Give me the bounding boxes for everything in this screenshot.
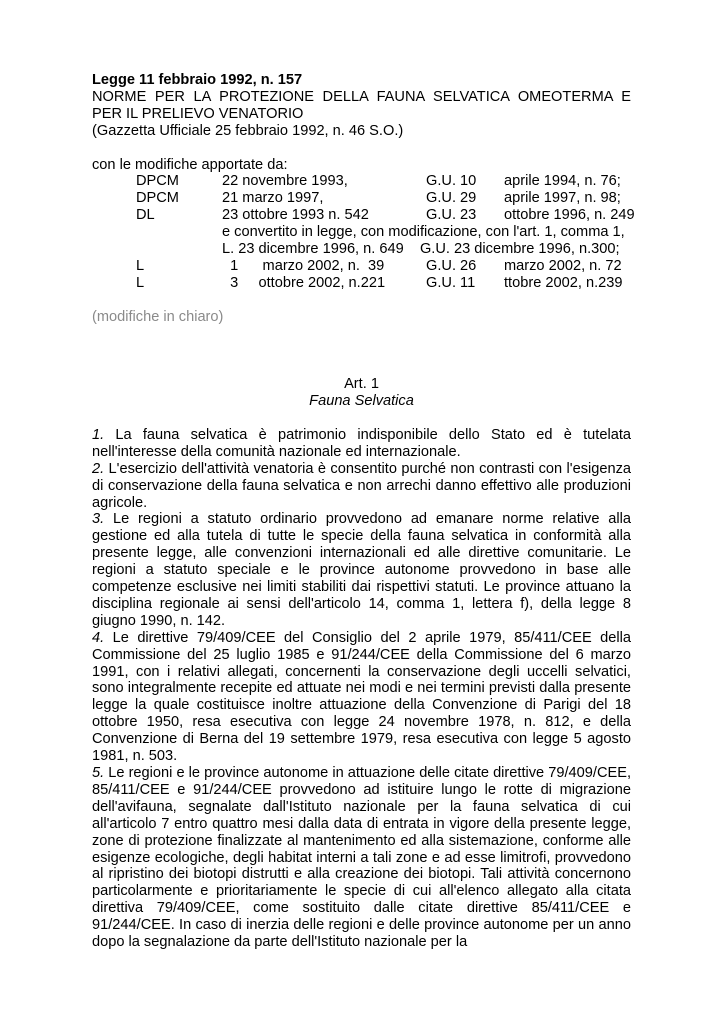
paragraph-text: Le direttive 79/409/CEE del Consiglio del 2 aprile 1979, 85/411/CEE della Commissione del 25 luglio 1985 e 91/244/CEE della Commissione del 6 marzo 1991, con i relativi allegati, concernenti la conservazione degli uccelli selvatici, sono integralmente recepite ed attuate nei modi e nei termini previsti dalla presente legge la quale costituisce inoltre attuazione della Convenzione di Parigi del 18 ottobre 1950, resa esecutiva con legge 24 novembre 1978, n. 812, e della Convenzione di Berna del 19 settembre 1979, resa esecutiva con legge 5 agosto 1981, n. 503. [92,629,631,765]
modification-row [92,173,631,190]
modification-gu: G.U. 10 [426,173,477,190]
article-paragraph [92,427,631,461]
modification-row [92,275,631,292]
paragraph-number: 3. [92,511,105,528]
modification-date: 22 novembre 1993, [222,173,348,190]
conversion-note [92,224,631,241]
modification-type: DPCM [136,190,179,207]
modification-gu-date: aprile 1997, n. 98; [504,190,621,207]
modifications-intro: con le modifiche apportate da: [92,156,288,173]
modifications-table-cont [92,275,631,292]
modification-type: L [136,274,145,291]
gazette-reference: (Gazzetta Ufficiale 25 febbraio 1992, n. 46 S.O.) [92,122,404,139]
conversion-line-2: L. 23 dicembre 1996, n. 649 G.U. 23 dicembre 1996, n.300; [222,241,620,258]
paragraph-text: L'esercizio dell'attività venatoria è consentito purché non contrasti con l'esigenza di conservazione della fauna selvatica e non arrechi danno effettivo alle produzioni agricole. [92,460,631,511]
paragraph-text: Le regioni a statuto ordinario provvedono ad emanare norme relative alla gestione ed alla tutela di tutte le specie della fauna selvatica in conformità alla presente legge, alle convenzioni internazionali ed alle direttive comunitarie. Le regioni a statuto speciale e le province autonome provvedono in base alle competenze esclusive nei limiti stabiliti dai rispettivi statuti. Le province attuano la disciplina regionale ai sensi dell'articolo 14, comma 1, lettera f), della legge 8 giugno 1990, n. 142. [92,511,631,629]
article-paragraph [92,511,631,629]
paragraph-text: Le regioni e le province autonome in attuazione delle citate direttive 79/409/CEE, 85/411/CEE e 91/244/CEE provvedono ad istituire lungo le rotte di migrazione dell'avifauna, segnalate dall'Istituto nazionale per la fauna selvatica di cui all'articolo 7 entro quattro mesi dalla data di entrata in vigore della presente legge, zone di protezione finalizzate al mantenimento ed alla sistemazione, conforme alle esigenze ecologiche, degli habitat interni a tali zone e ad esse limitrofi, provvedono al ripristino dei biotopi distrutti e alla creazione dei biotopi. Tali attività concernono particolarmente e prioritariamente le specie di cui all'elenco allegato alla citata direttiva 79/409/CEE, come sostituito dalle citate direttive 85/411/CEE e 91/244/CEE. In caso di inerzia delle regioni e delle province autonome per un anno dopo la segnalazione da parte dell'Istituto nazionale per la [92,765,631,951]
spacer [92,140,631,157]
paragraph-text: La fauna selvatica è patrimonio indisponibile dello Stato ed è tutelata nell'interesse della comunità nazionale ed internazionale. [92,426,631,460]
modification-date: 3 ottobre 2002, n.221 [222,274,386,291]
spacer [92,410,631,427]
modification-gu-date: marzo 2002, n. 72 [504,257,622,274]
paragraph-number: 5. [92,765,105,781]
spacer [92,326,631,343]
modification-gu: G.U. 23 [426,207,477,224]
article-paragraph [92,630,631,765]
paragraph-number: 2. [92,460,105,477]
law-subject-line-1: NORME PER LA PROTEZIONE DELLA FAUNA SELVATICA OMEOTERMA E [92,88,631,105]
law-title: Legge 11 febbraio 1992, n. 157 [92,72,303,88]
modifications-table [92,173,635,274]
modification-date: 1 marzo 2002, n. 39 [222,257,385,274]
paragraph-number: 1. [92,426,105,443]
modifications-note: (modifiche in chiaro) [92,308,224,325]
article-subtitle: Fauna Selvatica [309,393,414,410]
modification-gu: G.U. 26 [426,257,477,274]
paragraph-number: 4. [92,629,105,646]
modification-gu-date: ttobre 2002, n.239 [504,274,623,291]
law-subject-line-2: PER IL PRELIEVO VENATORIO [92,105,304,122]
modification-date: 23 ottobre 1993 n. 542 [222,207,369,224]
modification-type: L [136,257,145,274]
spacer [92,359,631,376]
modification-type: DPCM [136,173,179,190]
article-paragraph [92,765,631,951]
spacer [92,292,631,309]
modification-gu: G.U. 11 [426,274,476,291]
conversion-line-1: e convertito in legge, con modificazione, con l'art. 1, comma 1, [222,224,625,241]
modification-gu: G.U. 29 [426,190,477,207]
conversion-note [92,241,631,258]
modification-gu-date: ottobre 1996, n. 249 [504,207,635,224]
document-page [92,72,635,951]
modification-gu-date: aprile 1994, n. 76; [504,173,621,190]
modification-row [92,258,631,275]
modification-row [92,190,631,207]
article-paragraph [92,461,631,512]
modification-date: 21 marzo 1997, [222,190,324,207]
article-number: Art. 1 [344,376,379,393]
modification-row [92,207,635,224]
spacer [92,342,631,359]
modification-type: DL [136,207,155,224]
